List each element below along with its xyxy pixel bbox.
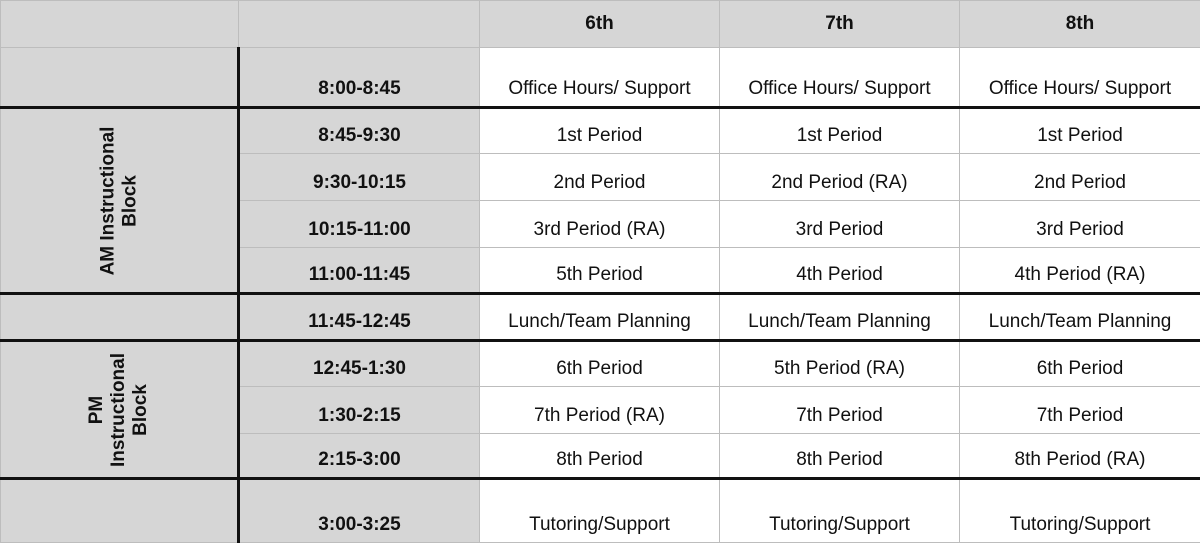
period-cell: Lunch/Team Planning: [720, 294, 960, 341]
header-row: [1, 1, 1200, 48]
period-cell: 4th Period: [720, 248, 960, 294]
period-cell: Tutoring/Support: [480, 479, 720, 543]
period-cell: 8th Period: [480, 434, 720, 479]
table-row: [1, 479, 1200, 543]
period-cell: 3rd Period (RA): [480, 201, 720, 248]
period-cell: 8th Period: [720, 434, 960, 479]
period-cell: 4th Period (RA): [960, 248, 1200, 294]
period-cell: 3rd Period: [720, 201, 960, 248]
period-cell: 2nd Period: [480, 154, 720, 201]
time-cell: 11:00-11:45: [239, 248, 480, 294]
period-cell: 1st Period: [720, 108, 960, 154]
period-cell: Tutoring/Support: [720, 479, 960, 543]
period-cell: 5th Period (RA): [720, 341, 960, 387]
time-cell: 1:30-2:15: [239, 387, 480, 434]
period-cell: 6th Period: [480, 341, 720, 387]
period-cell: 7th Period: [960, 387, 1200, 434]
time-cell: 9:30-10:15: [239, 154, 480, 201]
header-corner-time: [239, 1, 480, 48]
time-cell: 11:45-12:45: [239, 294, 480, 341]
period-cell: 5th Period: [480, 248, 720, 294]
period-cell: Lunch/Team Planning: [480, 294, 720, 341]
block-cell-empty: [1, 48, 239, 108]
time-cell: 12:45-1:30: [239, 341, 480, 387]
period-cell: 8th Period (RA): [960, 434, 1200, 479]
table-row: [1, 48, 1200, 108]
period-cell: Office Hours/ Support: [720, 48, 960, 108]
period-cell: Lunch/Team Planning: [960, 294, 1200, 341]
header-grade-6: 6th: [480, 1, 720, 48]
block-cell-empty: [1, 294, 239, 341]
time-cell: 10:15-11:00: [239, 201, 480, 248]
period-cell: Office Hours/ Support: [480, 48, 720, 108]
table-row: [1, 294, 1200, 341]
time-cell: 8:45-9:30: [239, 108, 480, 154]
period-cell: 7th Period: [720, 387, 960, 434]
am-block-text: AM Instructional Block: [97, 126, 141, 275]
period-cell: 1st Period: [960, 108, 1200, 154]
period-cell: 2nd Period: [960, 154, 1200, 201]
period-cell: Office Hours/ Support: [960, 48, 1200, 108]
pm-block-text: PM Instructional Block: [86, 352, 152, 466]
period-cell: 7th Period (RA): [480, 387, 720, 434]
table-row: [1, 108, 1200, 154]
period-cell: 1st Period: [480, 108, 720, 154]
time-cell: 2:15-3:00: [239, 434, 480, 479]
header-corner-block: [1, 1, 239, 48]
table-row: [1, 341, 1200, 387]
am-block-label: [1, 108, 239, 294]
header-grade-8: 8th: [960, 1, 1200, 48]
period-cell: Tutoring/Support: [960, 479, 1200, 543]
pm-block-label: [1, 341, 239, 479]
block-cell-empty: [1, 479, 239, 543]
period-cell: 2nd Period (RA): [720, 154, 960, 201]
time-cell: 3:00-3:25: [239, 479, 480, 543]
period-cell: 3rd Period: [960, 201, 1200, 248]
header-grade-7: 7th: [720, 1, 960, 48]
period-cell: 6th Period: [960, 341, 1200, 387]
time-cell: 8:00-8:45: [239, 48, 480, 108]
